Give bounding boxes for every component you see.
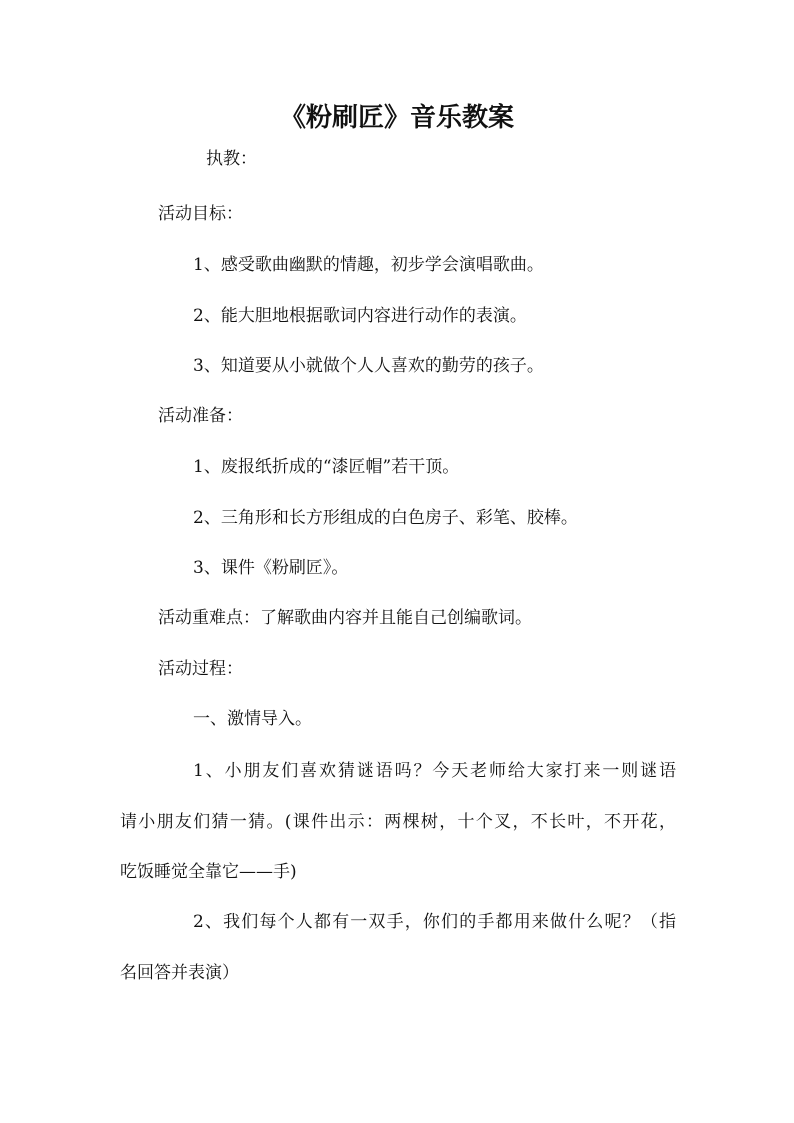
- goal-item-3: 3、知道要从小就做个人人喜欢的勤劳的孩子。: [193, 356, 544, 376]
- prep-item-2: 2、三角形和长方形组成的白色房子、彩笔、胶棒。: [193, 508, 578, 528]
- prep-item-1: 1、废报纸折成的“漆匠帽”若干顶。: [193, 457, 460, 477]
- goal-item-2: 2、能大胆地根据歌词内容进行动作的表演。: [193, 306, 527, 326]
- prep-heading: 活动准备：: [158, 406, 243, 426]
- goal-item-1: 1、感受歌曲幽默的情趣，初步学会演唱歌曲。: [193, 255, 544, 275]
- step-1-line-2: 请小朋友们猜一猜。(课件出示：两棵树，十个叉，不长叶，不开花，: [120, 812, 676, 832]
- document-title: 《粉刷匠》音乐教案: [279, 103, 514, 133]
- key-points: 活动重难点：了解歌曲内容并且能自己创编歌词。: [158, 608, 532, 628]
- section-1-heading: 一、激情导入。: [193, 709, 312, 729]
- step-2-line-1: 2、我们每个人都有一双手，你们的手都用来做什么呢？（指: [193, 912, 676, 932]
- process-heading: 活动过程：: [158, 659, 243, 679]
- teacher-line: 执教：: [206, 149, 257, 169]
- step-1-line-3: 吃饭睡觉全靠它——手): [120, 862, 297, 882]
- step-1-line-1: 1、小朋友们喜欢猜谜语吗？今天老师给大家打来一则谜语: [193, 761, 676, 781]
- goals-heading: 活动目标：: [158, 204, 243, 224]
- prep-item-3: 3、课件《粉刷匠》。: [193, 558, 349, 578]
- step-2-line-2: 名回答并表演）: [120, 963, 239, 983]
